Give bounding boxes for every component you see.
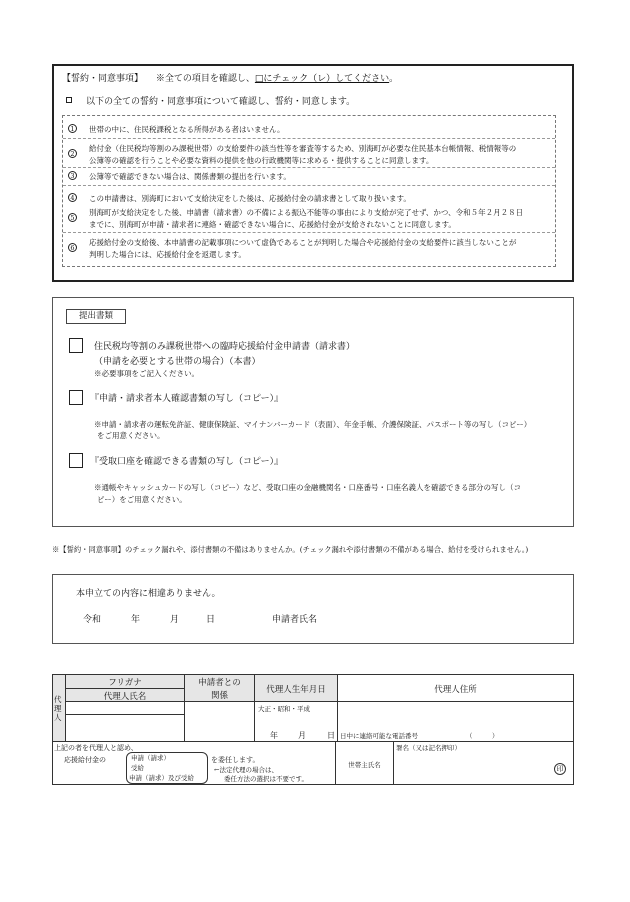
consent-all-checkbox[interactable] xyxy=(66,97,72,103)
consent-item-6-line-1: 応援給付金の支給後、本申請書の記載事項について虚偽であることが判明した場合や応援給付金の支給要件に該当しないことが xyxy=(89,238,517,247)
document-1-note: ※必要事項をご記入ください。 xyxy=(94,369,199,378)
address-field[interactable] xyxy=(338,702,573,727)
furigana-header: フリガナ xyxy=(108,678,142,688)
consent-item-2-line-1: 給付金（住民税均等割のみ課税世帯）の支給要件の該当性等を審査等するため、別海町が必要な住民基本台帳情報、税情報等の xyxy=(89,144,517,153)
document-3-title: 『受取口座を確認できる書類の写し（コピー）』 xyxy=(90,457,284,467)
consent-item-5-line-2: までに、別海町が申請・請求者に連絡・確認できない場合に、応援給付金が支給されないことに同意します。 xyxy=(89,220,456,229)
item-number-4: 4 xyxy=(68,193,77,202)
item-number-1: 1 xyxy=(68,124,77,133)
warning-note: ※【誓約・同意事項】のチェック漏れや、添付書類の不備はありませんか。(チェック漏れや添付書類の不備がある場合、給付を受けられません。) xyxy=(52,545,529,554)
relation-header: 申請者との xyxy=(198,678,241,688)
delegation-prefix: 応援給付金の xyxy=(64,756,106,764)
consent-instruction: ※全ての項目を確認し、 xyxy=(155,74,255,84)
document-2-title: 『申請・請求者本人確認書類の写し（コピー）』 xyxy=(90,394,284,404)
furigana-field[interactable] xyxy=(66,702,184,714)
consent-all-label: 以下の全ての誓約・同意事項について確認し、誓約・同意します。 xyxy=(86,97,356,107)
document-1-checkbox[interactable] xyxy=(69,338,83,353)
item-number-3: 3 xyxy=(68,171,77,180)
item-number-5: 5 xyxy=(68,213,77,222)
documents-tag: 提出書類 xyxy=(66,309,126,324)
seal-icon: 印 xyxy=(554,763,566,775)
item-number-6: 6 xyxy=(68,243,77,252)
birth-month: 月 xyxy=(298,731,306,740)
item-number-2: 2 xyxy=(68,149,77,158)
applicant-name-label: 申請者氏名 xyxy=(272,615,318,625)
agent-name-field[interactable] xyxy=(66,715,184,741)
birth-header: 代理人生年月日 xyxy=(266,685,326,695)
document-3-checkbox[interactable] xyxy=(69,453,83,468)
signature-label: 署名（又は記名押印） xyxy=(396,744,461,752)
consent-item-4: この申請書は、別海町において支給決定をした後は、応援給付金の請求書として取り扱います。 xyxy=(89,194,411,203)
relation-field[interactable] xyxy=(185,702,254,741)
signature-field[interactable] xyxy=(396,752,536,782)
consent-heading: 【誓約・同意事項】 xyxy=(62,74,144,84)
legal-proxy-note-1: ←法定代理の場合は、 xyxy=(214,766,278,774)
birth-day: 日 xyxy=(327,731,335,740)
consent-item-6-line-2: 判明した場合には、応援給付金を返還します。 xyxy=(89,250,246,259)
option-both[interactable]: 申請（請求）及び受給 xyxy=(129,774,194,782)
agent-name-header: 代理人氏名 xyxy=(103,692,147,702)
consent-item-5-line-1: 別海町が支給決定をした後、申請書（請求書）の不備による振込不能等の事由により支給が完了せず、かつ、令和５年２月２８日 xyxy=(89,208,524,217)
delegate-text: を委任します。 xyxy=(211,756,260,764)
legal-proxy-note-2: 委任方法の選択は不要です。 xyxy=(224,775,308,783)
document-3-note-line-2: ピー）をご用意ください。 xyxy=(97,495,187,504)
phone-field[interactable]: （ ） xyxy=(466,732,499,740)
document-2-note-line-2: をご用意ください。 xyxy=(97,431,165,440)
option-apply[interactable]: 申請（請求） xyxy=(131,754,170,762)
document-2-note-line-1: ※申請・請求者の運転免許証、健康保険証、マイナンバーカード（表面）、年金手帳、介護保険証、パスポート等の写し（コピー） xyxy=(94,420,532,429)
document-2-checkbox[interactable] xyxy=(69,390,83,405)
declaration-era: 令和 xyxy=(83,615,102,625)
consent-heading-line: 【誓約・同意事項】 ※全ての項目を確認し、□にチェック（レ）してください。 xyxy=(62,74,399,84)
consent-instruction-underlined: □にチェック（レ）してください xyxy=(254,74,390,84)
declaration-text: 本申立ての内容に相違ありません。 xyxy=(76,589,221,599)
document-1-subtitle: （申請を必要とする世帯の場合）（本書） xyxy=(94,357,261,367)
declaration-section xyxy=(52,574,574,644)
declaration-year: 年 xyxy=(131,615,141,625)
consent-item-3: 公簿等で確認できない場合は、関係書類の提出を行います。 xyxy=(89,172,291,181)
householder-label: 世帯主氏名 xyxy=(348,761,381,769)
phone-label: 日中に連絡可能な電話番号 xyxy=(340,732,418,740)
declaration-day: 日 xyxy=(206,615,216,625)
delegation-text: 上記の者を代理人と認め、 xyxy=(54,744,138,752)
declaration-month: 月 xyxy=(170,615,180,625)
agent-side-label: 代理 xyxy=(54,695,62,713)
birth-year: 年 xyxy=(270,731,278,740)
document-1-title: 住民税均等割のみ課税世帯への臨時応援給付金申請書（請求書） xyxy=(94,342,356,352)
consent-item-2-line-2: 公簿等の確認を行うことや必要な資料の提供を他の行政機関等に求める・提供することに同意します。 xyxy=(89,156,434,165)
birth-era-options[interactable]: 大正・昭和・平成 xyxy=(258,705,310,713)
consent-item-1: 世帯の中に、住民税課税となる所得がある者はいません。 xyxy=(89,125,285,134)
option-receive[interactable]: 受給 xyxy=(131,764,144,772)
address-header: 代理人住所 xyxy=(434,685,477,695)
document-3-note-line-1: ※通帳やキャッシュカードの写し（コピー）など、受取口座の金融機関名・口座番号・口座名義人を確認できる部分の写し（コ xyxy=(94,483,522,492)
